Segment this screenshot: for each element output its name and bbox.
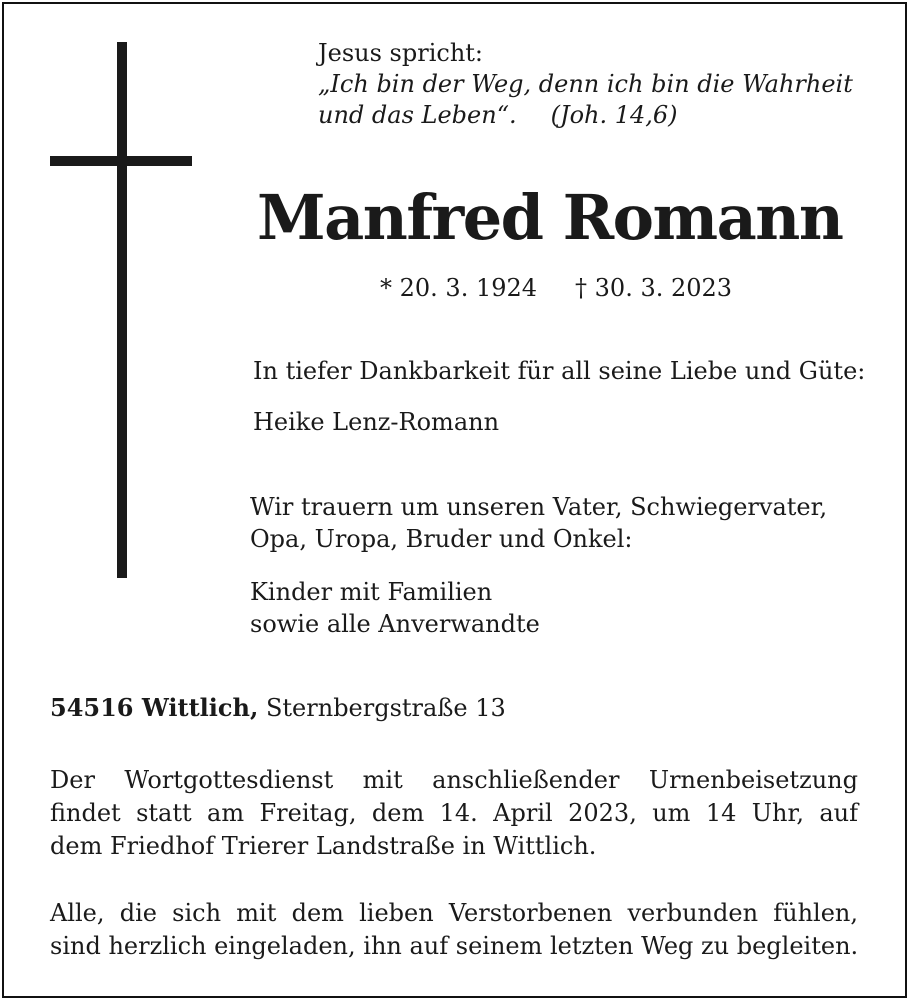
invitation-line-1: Alle, die sich mit dem lieben Verstorbenen verbunden fühlen, (50, 899, 858, 927)
mourning-text (250, 491, 827, 555)
mourners-list (250, 576, 540, 640)
gratitude-signer: Heike Lenz-Romann (253, 408, 500, 436)
death-date: † 30. 3. 2023 (575, 274, 733, 302)
service-line-1: Der Wortgottesdienst mit anschließender Urnenbeisetzung (50, 766, 858, 794)
quote-line-1: „Ich bin der Weg, denn ich bin die Wahrheit (318, 70, 853, 98)
address (50, 692, 506, 724)
address-city: 54516 Wittlich, (50, 693, 259, 722)
mourning-line-1: Wir trauern um unseren Vater, Schwiegervater, (250, 493, 828, 521)
deceased-name: Manfred Romann (257, 181, 843, 254)
life-dates (380, 272, 732, 304)
mourning-line-2: Opa, Uropa, Bruder und Onkel: (250, 525, 633, 553)
mourners-line-2: sowie alle Anverwandte (250, 610, 540, 638)
service-paragraph (50, 764, 858, 863)
invitation-line-2: sind herzlich eingeladen, ihn auf seinem letzten Weg zu begleiten. (50, 932, 859, 960)
service-line-2: findet statt am Freitag, dem 14. April 2023, um 14 Uhr, auf (50, 799, 858, 827)
birth-date: * 20. 3. 1924 (380, 274, 538, 302)
bible-quote (318, 38, 853, 131)
address-street: Sternbergstraße 13 (265, 694, 506, 722)
service-line-3: dem Friedhof Trierer Landstraße in Wittlich. (50, 832, 597, 860)
invitation-paragraph (50, 897, 858, 963)
gratitude-text: In tiefer Dankbarkeit für all seine Liebe und Güte: (253, 357, 866, 385)
quote-line-2: und das Leben“. (318, 101, 517, 129)
quote-reference: (Joh. 14,6) (550, 101, 678, 129)
mourners-line-1: Kinder mit Familien (250, 578, 493, 606)
cross-horizontal-beam (50, 156, 192, 166)
cross-vertical-beam (117, 42, 127, 578)
quote-line-2-row (318, 100, 853, 131)
quote-intro: Jesus spricht: (318, 39, 483, 67)
